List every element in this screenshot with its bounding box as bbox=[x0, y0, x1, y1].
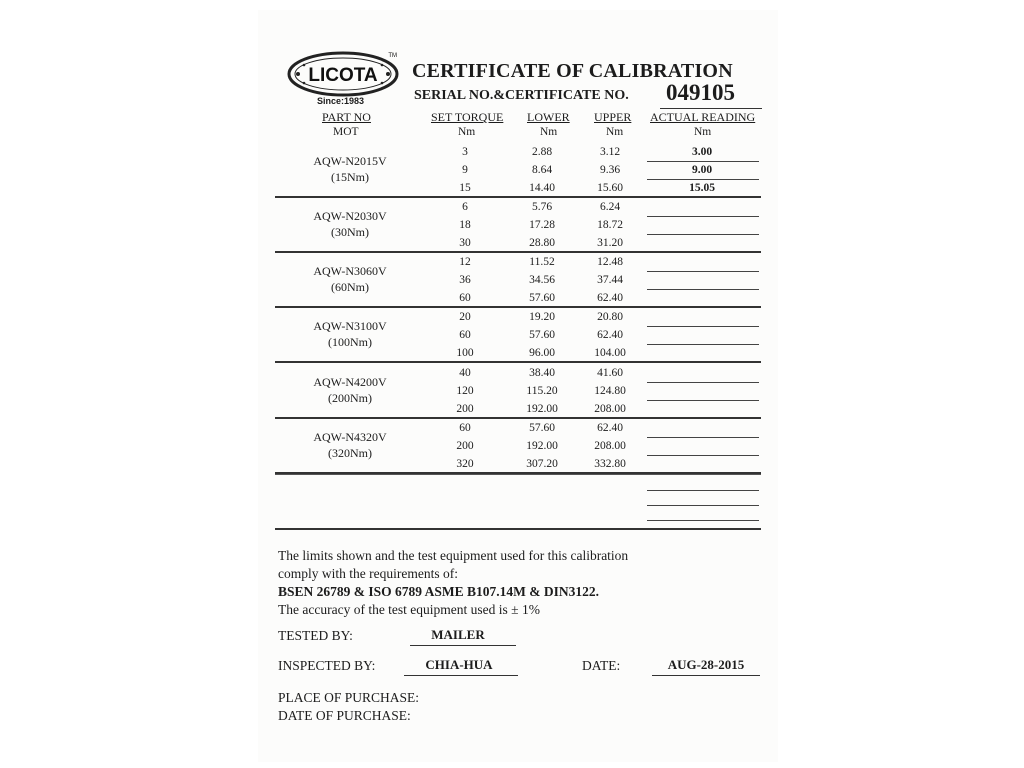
upper-limit-cell: 9.36 bbox=[599, 164, 621, 176]
lower-limit-cell: 115.20 bbox=[526, 385, 558, 397]
unit-part: MOT bbox=[333, 126, 359, 138]
upper-limit-cell: 37.44 bbox=[597, 274, 623, 286]
date-of-purchase-label: DATE OF PURCHASE: bbox=[278, 708, 411, 723]
unit-actual: Nm bbox=[694, 126, 712, 138]
part-block-divider bbox=[275, 251, 761, 253]
header-actual-reading: ACTUAL READING bbox=[650, 110, 756, 124]
tested-by-underline bbox=[410, 645, 516, 646]
upper-limit-cell: 12.48 bbox=[597, 256, 623, 268]
part-block-divider bbox=[275, 361, 761, 363]
set-torque-cell: 30 bbox=[459, 237, 471, 249]
actual-reading-line bbox=[647, 234, 759, 235]
lower-limit-cell: 34.56 bbox=[529, 274, 555, 286]
place-of-purchase-label: PLACE OF PURCHASE: bbox=[278, 690, 420, 705]
inspected-by-underline bbox=[404, 675, 518, 676]
upper-limit-cell: 6.24 bbox=[599, 201, 621, 213]
set-torque-cell: 200 bbox=[456, 440, 474, 452]
table-bottom-rule bbox=[275, 528, 761, 530]
part-name: AQW-N2015V bbox=[313, 154, 387, 168]
actual-reading-line bbox=[647, 382, 759, 383]
actual-reading-line bbox=[647, 437, 759, 438]
actual-reading-line bbox=[647, 455, 759, 456]
upper-limit-cell: 62.40 bbox=[597, 292, 623, 304]
lower-limit-cell: 57.60 bbox=[529, 292, 555, 304]
statement-line-2: comply with the requirements of: bbox=[278, 566, 458, 581]
lower-limit-cell: 14.40 bbox=[529, 182, 555, 194]
set-torque-cell: 60 bbox=[459, 422, 471, 434]
standards-text: BSEN 26789 & ISO 6789 ASME B107.14M & DIN3122. bbox=[278, 584, 600, 599]
actual-reading-line bbox=[647, 179, 759, 180]
lower-limit-cell: 11.52 bbox=[529, 256, 555, 268]
lower-limit-cell: 57.60 bbox=[529, 422, 555, 434]
since-year: Since:1983 bbox=[317, 96, 365, 106]
part-name: AQW-N4320V bbox=[313, 430, 387, 444]
serial-number: 049105 bbox=[666, 80, 735, 105]
tested-by-value: MAILER bbox=[431, 627, 485, 642]
upper-limit-cell: 124.80 bbox=[594, 385, 626, 397]
upper-limit-cell: 104.00 bbox=[594, 347, 626, 359]
accuracy-text: The accuracy of the test equipment used is ± 1% bbox=[278, 602, 540, 617]
licota-logo bbox=[287, 50, 405, 98]
part-block-divider bbox=[275, 306, 761, 308]
lower-limit-cell: 5.76 bbox=[531, 201, 553, 213]
set-torque-cell: 60 bbox=[459, 329, 471, 341]
set-torque-cell: 200 bbox=[456, 403, 474, 415]
actual-reading-line bbox=[647, 520, 759, 521]
inspected-by-label: INSPECTED BY: bbox=[278, 658, 376, 673]
lower-limit-cell: 57.60 bbox=[529, 329, 555, 341]
part-name: AQW-N4200V bbox=[313, 375, 387, 389]
part-capacity: (200Nm) bbox=[328, 391, 372, 405]
upper-limit-cell: 15.60 bbox=[597, 182, 623, 194]
set-torque-cell: 15 bbox=[459, 182, 471, 194]
set-torque-cell: 12 bbox=[459, 256, 471, 268]
upper-limit-cell: 41.60 bbox=[597, 367, 623, 379]
part-capacity: (60Nm) bbox=[331, 280, 369, 294]
table-divider bbox=[275, 474, 761, 475]
lower-limit-cell: 8.64 bbox=[531, 164, 553, 176]
part-block-divider bbox=[275, 417, 761, 419]
actual-reading-line bbox=[647, 271, 759, 272]
actual-reading-line bbox=[647, 161, 759, 162]
set-torque-cell: 320 bbox=[456, 458, 474, 470]
lower-limit-cell: 2.88 bbox=[531, 146, 553, 158]
part-capacity: (15Nm) bbox=[331, 170, 369, 184]
set-torque-cell: 100 bbox=[456, 347, 474, 359]
upper-limit-cell: 208.00 bbox=[594, 440, 626, 452]
actual-reading-cell: 15.05 bbox=[689, 182, 715, 194]
upper-limit-cell: 332.80 bbox=[594, 458, 626, 470]
actual-reading-line bbox=[647, 490, 759, 491]
upper-limit-cell: 208.00 bbox=[594, 403, 626, 415]
set-torque-cell: 120 bbox=[456, 385, 474, 397]
actual-reading-line bbox=[647, 505, 759, 506]
actual-reading-line bbox=[647, 326, 759, 327]
lower-limit-cell: 28.80 bbox=[529, 237, 555, 249]
lower-limit-cell: 19.20 bbox=[529, 311, 555, 323]
part-name: AQW-N3060V bbox=[313, 264, 387, 278]
certificate-title: CERTIFICATE OF CALIBRATION bbox=[412, 60, 733, 82]
upper-limit-cell: 20.80 bbox=[597, 311, 623, 323]
logo-tm: TM bbox=[388, 53, 397, 59]
set-torque-cell: 20 bbox=[459, 311, 471, 323]
upper-limit-cell: 31.20 bbox=[597, 237, 623, 249]
part-capacity: (100Nm) bbox=[328, 335, 372, 349]
actual-reading-line bbox=[647, 289, 759, 290]
part-name: AQW-N2030V bbox=[313, 209, 387, 223]
date-label: DATE: bbox=[582, 658, 621, 673]
unit-set: Nm bbox=[458, 126, 476, 138]
date-underline bbox=[652, 675, 760, 676]
lower-limit-cell: 192.00 bbox=[526, 403, 558, 415]
statement-line-1: The limits shown and the test equipment used for this calibration bbox=[278, 548, 629, 563]
serial-underline bbox=[660, 108, 762, 109]
tested-by-label: TESTED BY: bbox=[278, 628, 353, 643]
set-torque-cell: 3 bbox=[462, 146, 468, 158]
set-torque-cell: 60 bbox=[459, 292, 471, 304]
header-part-no: PART NO bbox=[322, 110, 371, 124]
actual-reading-line bbox=[647, 216, 759, 217]
logo-brand: LICOTA bbox=[308, 65, 378, 86]
upper-limit-cell: 18.72 bbox=[597, 219, 623, 231]
serial-label: SERIAL NO.&CERTIFICATE NO. bbox=[414, 88, 629, 103]
part-block-divider bbox=[275, 196, 761, 198]
actual-reading-cell: 9.00 bbox=[691, 164, 713, 176]
date-value: AUG-28-2015 bbox=[667, 657, 745, 672]
lower-limit-cell: 17.28 bbox=[529, 219, 555, 231]
actual-reading-line bbox=[647, 344, 759, 345]
unit-upper: Nm bbox=[606, 126, 624, 138]
set-torque-cell: 18 bbox=[459, 219, 471, 231]
unit-lower: Nm bbox=[540, 126, 558, 138]
lower-limit-cell: 96.00 bbox=[529, 347, 555, 359]
lower-limit-cell: 192.00 bbox=[526, 440, 558, 452]
set-torque-cell: 6 bbox=[462, 201, 468, 213]
header-set-torque: SET TORQUE bbox=[431, 110, 504, 124]
actual-reading-line bbox=[647, 400, 759, 401]
set-torque-cell: 9 bbox=[462, 164, 468, 176]
actual-reading-cell: 3.00 bbox=[691, 146, 713, 158]
part-capacity: (30Nm) bbox=[331, 225, 369, 239]
set-torque-cell: 40 bbox=[459, 367, 471, 379]
upper-limit-cell: 62.40 bbox=[597, 329, 623, 341]
lower-limit-cell: 38.40 bbox=[529, 367, 555, 379]
upper-limit-cell: 3.12 bbox=[599, 146, 621, 158]
upper-limit-cell: 62.40 bbox=[597, 422, 623, 434]
part-name: AQW-N3100V bbox=[313, 319, 387, 333]
inspected-by-value: CHIA-HUA bbox=[425, 657, 493, 672]
header-lower: LOWER bbox=[527, 110, 570, 124]
part-capacity: (320Nm) bbox=[328, 446, 372, 460]
lower-limit-cell: 307.20 bbox=[526, 458, 558, 470]
set-torque-cell: 36 bbox=[459, 274, 471, 286]
header-upper: UPPER bbox=[594, 110, 632, 124]
